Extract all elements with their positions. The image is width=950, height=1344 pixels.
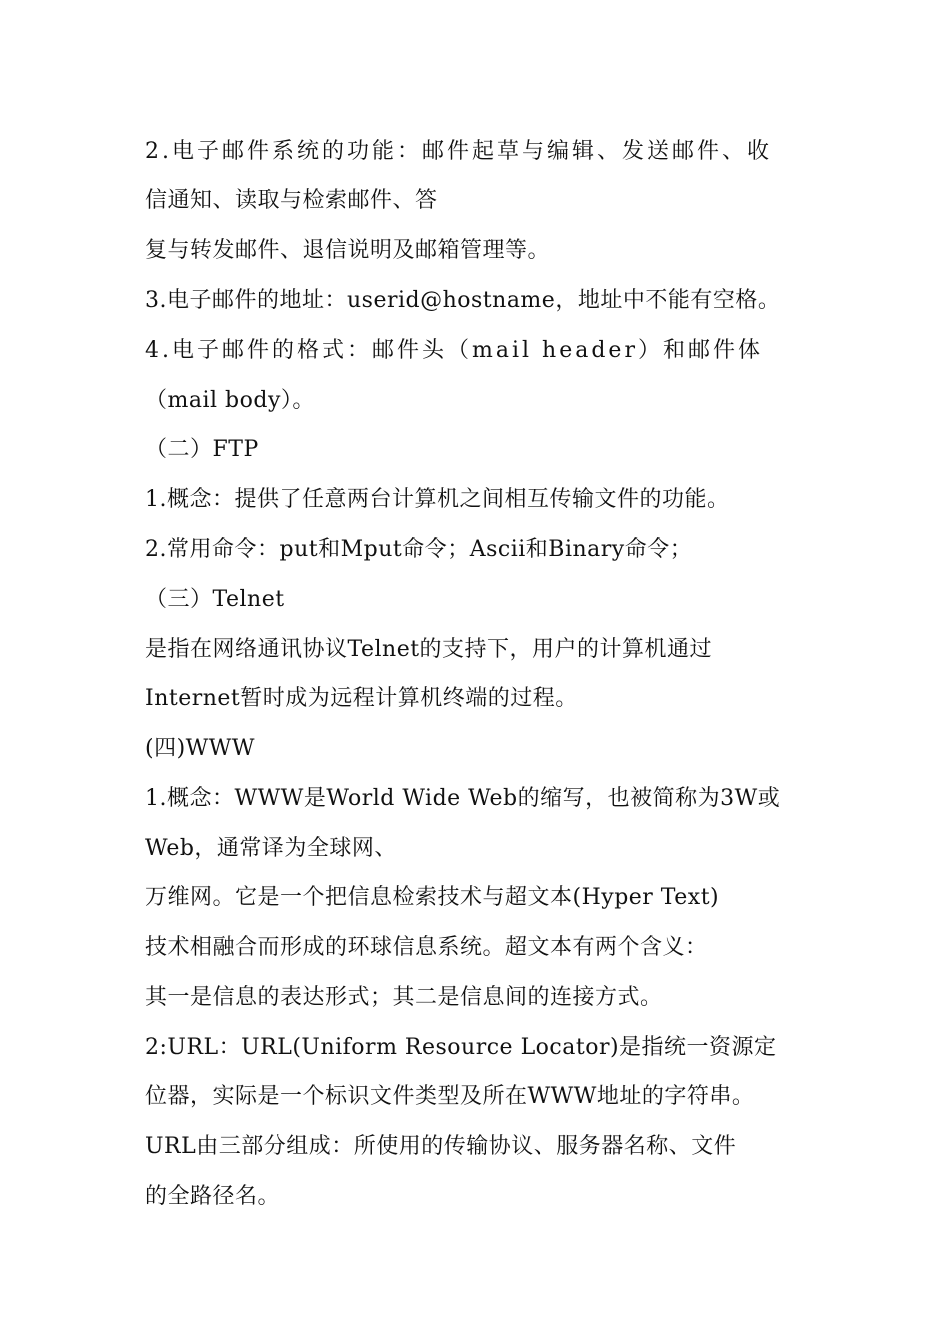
paragraph-line: URL由三部分组成：所使用的传输协议、服务器名称、文件	[145, 1134, 737, 1159]
paragraph-line: 1.概念：WWW是World Wide Web的缩写，也被简称为3W或	[145, 786, 781, 811]
paragraph-line: 2.常用命令：put和Mput命令；Ascii和Binary命令；	[145, 537, 693, 562]
paragraph-line: Web，通常译为全球网、	[145, 836, 397, 861]
paragraph-line: 其一是信息的表达形式；其二是信息间的连接方式。	[145, 985, 663, 1010]
paragraph-line: 复与转发邮件、退信说明及邮箱管理等。	[145, 238, 551, 263]
paragraph-line: （mail body）。	[145, 388, 315, 413]
paragraph-line: Internet暂时成为远程计算机终端的过程。	[145, 686, 578, 711]
paragraph-line: 2:URL：URL(Uniform Resource Locator)是指统一资源定	[145, 1035, 777, 1060]
paragraph-line: 万维网。它是一个把信息检索技术与超文本(Hyper Text)	[145, 885, 720, 910]
paragraph-line: 的全路径名。	[145, 1184, 281, 1209]
paragraph-line: 1.概念：提供了任意两台计算机之间相互传输文件的功能。	[145, 487, 730, 512]
paragraph-line: 2.电子邮件系统的功能：邮件起草与编辑、发送邮件、收	[145, 139, 772, 164]
section-heading: (四)WWW	[145, 736, 256, 761]
paragraph-line: 是指在网络通讯协议Telnet的支持下，用户的计算机通过	[145, 637, 713, 662]
paragraph-line: 3.电子邮件的地址：userid@hostname，地址中不能有空格。	[145, 288, 781, 313]
paragraph-line: 位器，实际是一个标识文件类型及所在WWW地址的字符串。	[145, 1084, 755, 1109]
paragraph-line: 4.电子邮件的格式：邮件头（mail header）和邮件体	[145, 338, 763, 363]
section-heading: （三）Telnet	[145, 587, 285, 612]
section-heading: （二）FTP	[145, 437, 259, 462]
paragraph-line: 信通知、读取与检索邮件、答	[145, 188, 438, 213]
paragraph-line: 技术相融合而形成的环球信息系统。超文本有两个含义：	[145, 935, 708, 960]
